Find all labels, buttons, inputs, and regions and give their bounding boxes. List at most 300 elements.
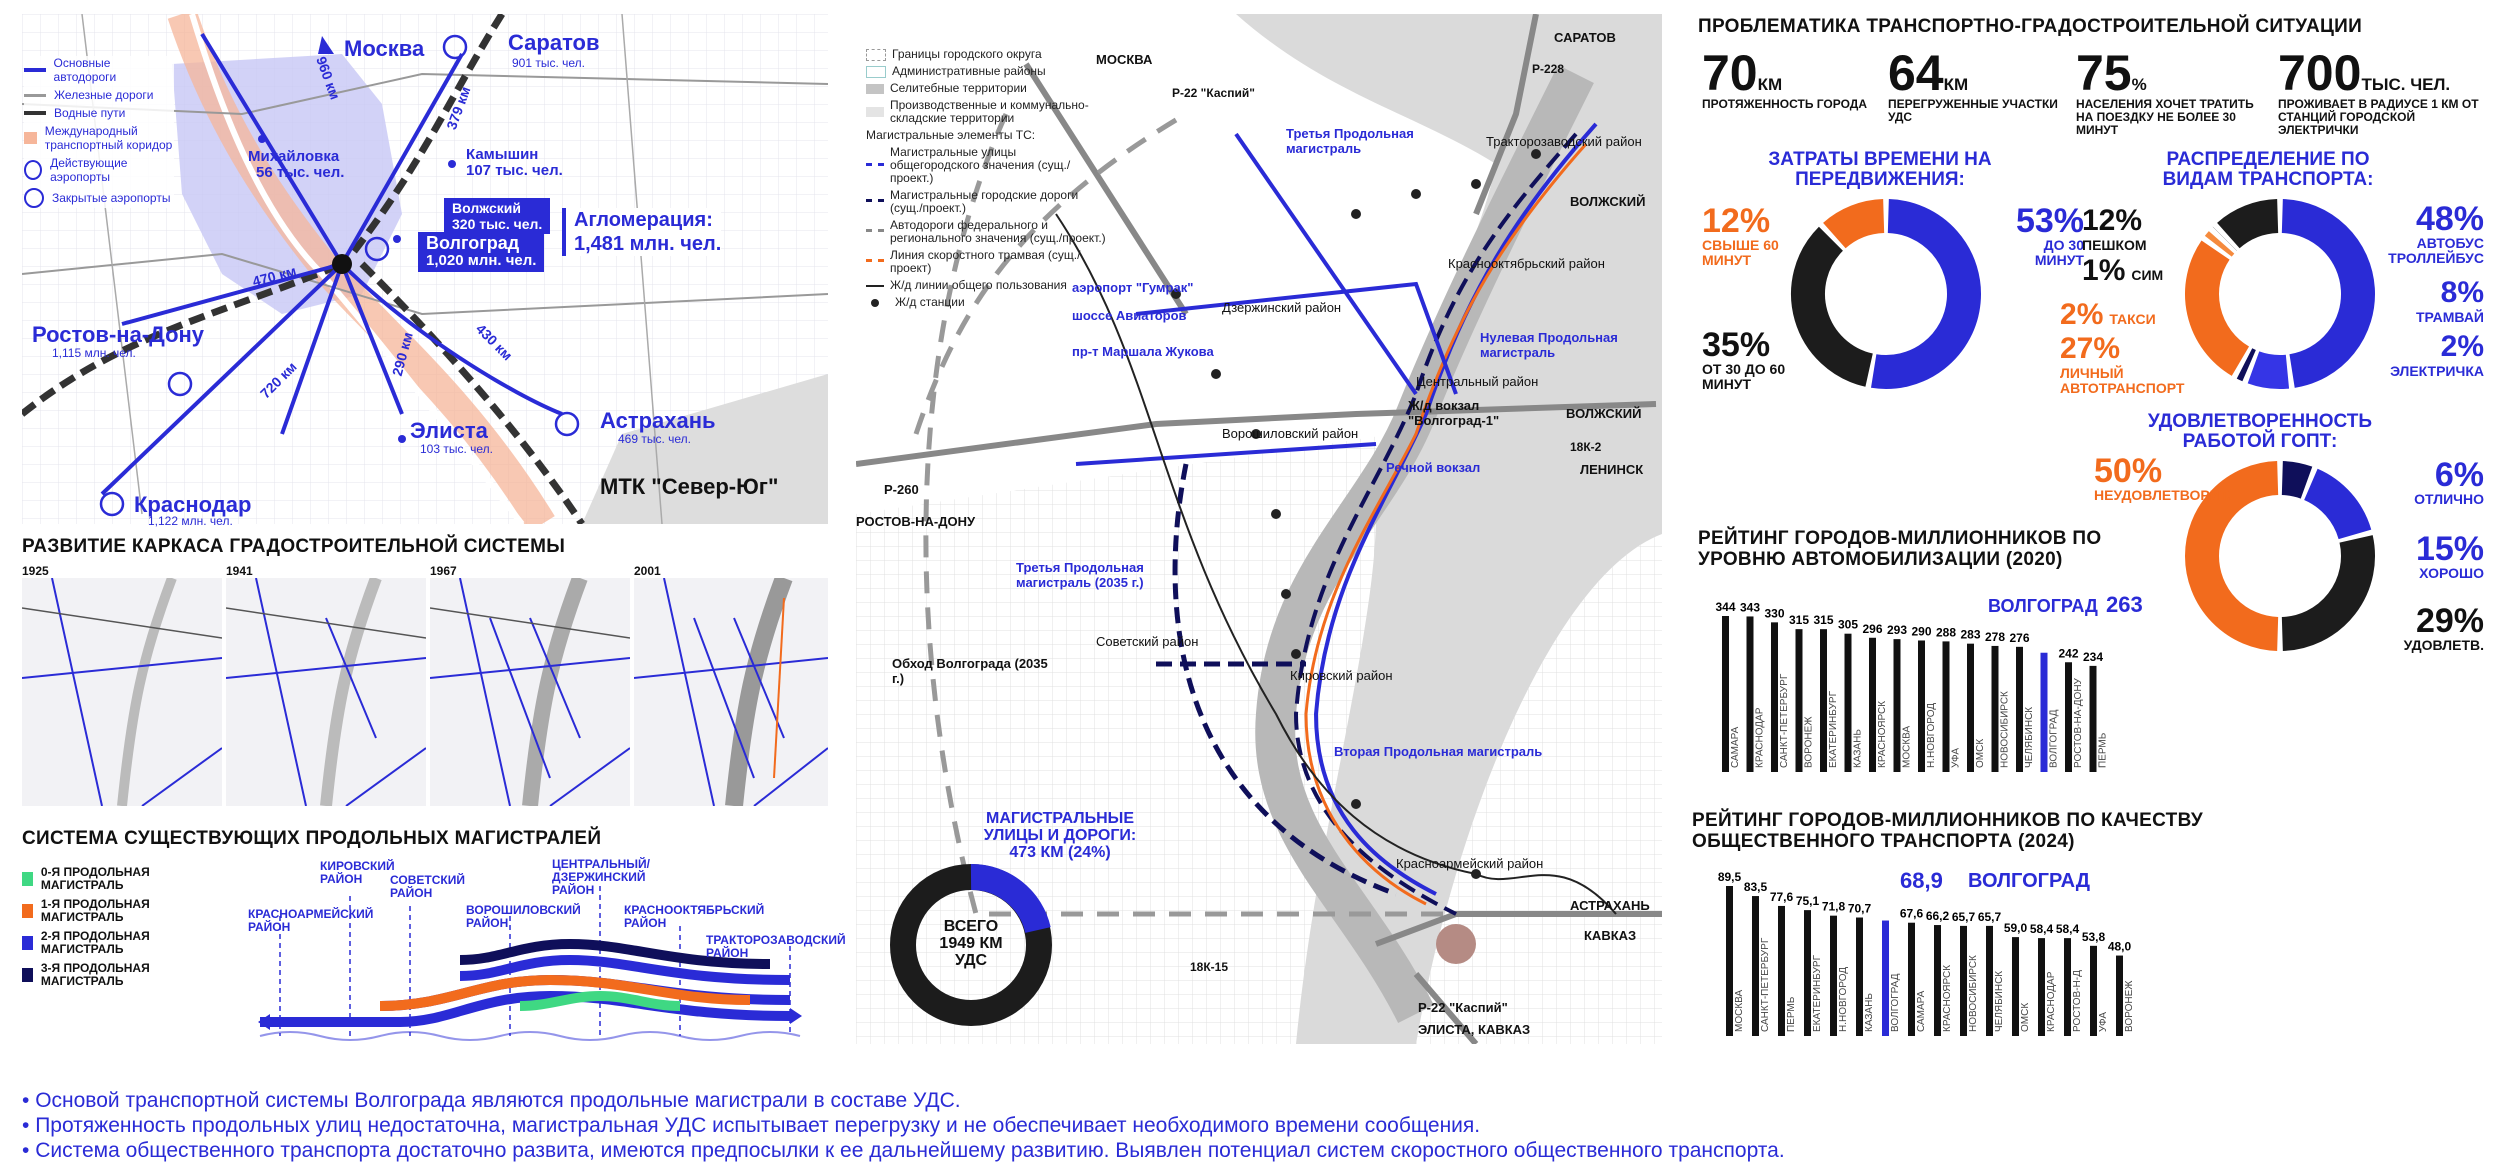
- district-krasnoarm: КРАСНОАРМЕЙСКИЙ РАЙОН: [248, 907, 374, 934]
- bar-14: [2090, 946, 2097, 1036]
- rating2-title: РЕЙТИНГ ГОРОДОВ-МИЛЛИОННИКОВ ПО КАЧЕСТВУ ОБЩЕСТВЕННОГО ТРАНСПОРТА (2024): [1692, 810, 2203, 852]
- mleg-1: Административные районы: [892, 64, 1046, 78]
- development-maps: [22, 564, 828, 808]
- donut-mode-title: РАСПРЕДЕЛЕНИЕ ПО ВИДАМ ТРАНСПОРТА:: [2162, 149, 2374, 190]
- m-bypass: Обход Волгограда (2035 г.): [892, 656, 1048, 686]
- time-60-pct: 12%: [1702, 202, 1771, 240]
- bar-category-10: ЧЕЛЯБИНСК: [1994, 970, 2005, 1032]
- bar-value-5: 305: [1837, 617, 1859, 632]
- bar-value-6: 296: [1862, 621, 1883, 636]
- stat-0-unit: КМ: [1757, 75, 1783, 94]
- stat-2-unit: %: [2131, 75, 2147, 94]
- legend-closed-airports: Закрытые аэропорты: [52, 191, 171, 205]
- dist-moscow: 960 км: [313, 54, 344, 102]
- donut-slice-2: [2282, 539, 2358, 634]
- sat-good-value: 15: [2415, 530, 2454, 568]
- legend-0: 0-Я ПРОДОЛЬНАЯ МАГИСТРАЛЬ: [40, 865, 150, 892]
- city-volgograd: Волгоград: [426, 233, 520, 253]
- bar-13: [2064, 938, 2071, 1036]
- bar-11: [1992, 646, 1999, 772]
- m-saratov: САРАТОВ: [1554, 30, 1616, 45]
- bar-13: [2041, 653, 2048, 772]
- m-kirov: Кировский район: [1290, 668, 1393, 683]
- bar-category-2: ПЕРМЬ: [1786, 996, 1797, 1032]
- donut-slice-1: [2253, 367, 2287, 372]
- bar-value-12: 276: [2009, 630, 2030, 645]
- mode-train-pct: 2%: [2440, 330, 2484, 363]
- m-r260: Р-260: [884, 482, 919, 497]
- m-dzerzh: Дзержинский район: [1222, 300, 1342, 315]
- sat-bad-label: НЕУДОВЛЕТВОРИТ.: [2094, 487, 2231, 503]
- donut-slice-0: [2282, 216, 2358, 371]
- city-astrakhan-pop: 469 тыс. чел.: [618, 432, 692, 446]
- city-volgograd-pop: 1,020 млн. чел.: [426, 252, 537, 269]
- bar-8: [1934, 925, 1941, 1036]
- bar-value-1: 343: [1739, 600, 1761, 615]
- volzhsky-box: [444, 198, 550, 234]
- sat-good-label: ХОРОШО: [2419, 565, 2484, 581]
- m-tractor: Тракторозаводский район: [1486, 134, 1642, 149]
- legend-1: 1-Я ПРОДОЛЬНАЯ МАГИСТРАЛЬ: [40, 897, 150, 924]
- mode-taxi-pct: 2%: [2060, 298, 2104, 331]
- district-kirov: КИРОВСКИЙ РАЙОН: [320, 859, 395, 886]
- bar-value-2: 77,6: [1769, 889, 1794, 904]
- city-elista: Элиста: [410, 418, 488, 443]
- m-total-val: 1949 КМ: [939, 935, 1003, 952]
- district-soviet: СОВЕТСКИЙ РАЙОН: [390, 873, 465, 900]
- rating1-volgograd-value: 263: [2106, 592, 2143, 617]
- m-streets-val: 473 КМ (24%): [1009, 844, 1111, 861]
- bar-15: [2090, 666, 2097, 772]
- mode-sim-pct: 1%: [2082, 254, 2126, 287]
- bar-category-14: РОСТОВ-НА-ДОНУ: [2073, 678, 2084, 768]
- stat-1-unit: КМ: [1943, 75, 1969, 94]
- m-k15: 18К-15: [1190, 960, 1229, 974]
- bar-7: [1908, 923, 1915, 1036]
- development-map-1967: [430, 564, 630, 808]
- bar-category-1: КРАСНОДАР: [1754, 707, 1766, 768]
- agglo-label: Агломерация:: [574, 209, 713, 231]
- m-second: Вторая Продольная магистраль: [1334, 744, 1543, 759]
- stat-3-unit: ТЫС. ЧЕЛ.: [2361, 75, 2451, 94]
- donut-mode: [2180, 194, 2380, 394]
- rating2-volgograd-value: 68,9: [1900, 868, 1943, 893]
- longitudinal-legend: [22, 866, 192, 994]
- donut-satisfaction: [2180, 456, 2380, 656]
- city-mikhaylovka-pop: 56 тыс. чел.: [256, 164, 345, 181]
- district-central: ЦЕНТРАЛЬНЫЙ/ ДЗЕРЖИНСКИЙ РАЙОН: [552, 857, 650, 897]
- donut-time: [1786, 194, 1986, 394]
- m-voroshil: Ворошиловский район: [1222, 426, 1359, 441]
- bar-value-14: 242: [2058, 646, 2079, 661]
- stat-3: [2278, 45, 2488, 137]
- stat-1-num: 64: [1888, 45, 1944, 101]
- donut-slice-3: [2202, 250, 2240, 361]
- bar-3: [1804, 910, 1811, 1036]
- m-elista: ЭЛИСТА, КАВКАЗ: [1418, 1022, 1531, 1037]
- legend-airports: Действующие аэропорты: [50, 156, 128, 184]
- bar-category-15: ВОРОНЕЖ: [2124, 980, 2135, 1032]
- bar-6: [1882, 921, 1889, 1036]
- city-saratov: Саратов: [508, 30, 600, 55]
- m-r228: Р-228: [1532, 62, 1565, 76]
- bar-10: [1967, 644, 1974, 772]
- m-soviet: Советский район: [1096, 634, 1199, 649]
- time-30-value: 53: [2015, 202, 2054, 240]
- sat-excellent-value: 6: [2434, 456, 2454, 494]
- bar-10: [1986, 926, 1993, 1036]
- m-third2: Третья Продольная магистраль (2035 г.): [1016, 560, 1144, 590]
- mtk-label: МТК "Север-Юг": [600, 474, 779, 499]
- city-saratov-pop: 901 тыс. чел.: [512, 56, 586, 70]
- m-streets: МАГИСТРАЛЬНЫЕ УЛИЦЫ И ДОРОГИ:: [983, 810, 1137, 844]
- m-volzhsky: ВОЛЖСКИЙ: [1570, 194, 1646, 209]
- mode-car-value: 27: [2060, 332, 2094, 365]
- mode-walk-value: 12: [2082, 204, 2116, 237]
- m-krok: Краснооктябрьский район: [1448, 256, 1605, 271]
- m-r22b: Р-22 "Каспий": [1418, 1000, 1508, 1015]
- bar-5: [1845, 634, 1852, 772]
- stat-0: [1702, 45, 1872, 111]
- bar-value-3: 315: [1788, 613, 1810, 628]
- m-total-u: УДС: [954, 952, 988, 969]
- mode-sim-value: 1: [2082, 254, 2099, 287]
- m-rostov: РОСТОВ-НА-ДОНУ: [856, 514, 976, 529]
- rating1-chart: [1702, 586, 2202, 786]
- city-mikhaylovka: Михайловка: [248, 148, 340, 165]
- bar-category-5: КАЗАНЬ: [1864, 993, 1875, 1032]
- bar-value-4: 71,8: [1821, 899, 1846, 914]
- mleg-5: Магистральные улицы общегородского значения (сущ./проект.): [890, 145, 1071, 185]
- swatch-2: [22, 936, 33, 950]
- stat-2-cap: НАСЕЛЕНИЯ ХОЧЕТ ТРАТИТЬ НА ПОЕЗДКУ НЕ БОЛЕЕ 30 МИНУТ: [2076, 97, 2254, 137]
- bar-value-0: 344: [1715, 600, 1736, 614]
- bar-category-12: КРАСНОДАР: [2046, 971, 2057, 1032]
- m-total: ВСЕГО: [943, 918, 999, 935]
- rating1-title: РЕЙТИНГ ГОРОДОВ-МИЛЛИОННИКОВ ПО УРОВНЮ АВТОМОБИЛИЗАЦИИ (2020): [1698, 528, 2102, 570]
- closed-airport-icon: [24, 188, 44, 208]
- bar-category-6: ВОЛГОГРАД: [1890, 973, 1901, 1032]
- time-60-label: СВЫШЕ 60 МИНУТ: [1702, 237, 1779, 268]
- bar-value-15: 234: [2082, 649, 2104, 664]
- year-1967: 1967: [430, 564, 457, 578]
- bar-value-8: 290: [1911, 624, 1932, 639]
- city-volzhsky-pop: 320 тыс. чел.: [452, 216, 543, 232]
- bar-category-14: УФА: [2098, 1011, 2109, 1032]
- sat-ok-pct: 29%: [2415, 602, 2484, 640]
- bar-value-11: 59,0: [2003, 921, 2028, 936]
- time-60-value: 12: [1702, 202, 1740, 240]
- bar-7: [1894, 639, 1901, 772]
- mode-car-label: ЛИЧНЫЙ АВТОТРАНСПОРТ: [2060, 365, 2185, 396]
- mode-taxi-value: 2: [2060, 298, 2077, 331]
- sat-ok-label: УДОВЛЕТВ.: [2403, 637, 2484, 653]
- mode-walk-pct: 12%: [2082, 204, 2143, 237]
- city-moscow: Москва: [344, 36, 425, 61]
- bar-category-10: ОМСК: [1975, 738, 1986, 768]
- district-krok: КРАСНООКТЯБРЬСКИЙ РАЙОН: [624, 903, 765, 930]
- m-river: Речной вокзал: [1386, 460, 1481, 475]
- bar-category-6: КРАСНОЯРСК: [1877, 700, 1888, 768]
- development-map-1925: [22, 564, 222, 808]
- m-k2: 18К-2: [1570, 440, 1602, 454]
- rating2-volgograd-label: ВОЛГОГРАД: [1968, 870, 2091, 892]
- m-lenin: ЛЕНИНСК: [1580, 462, 1644, 477]
- donut-slice-4: [2218, 242, 2221, 246]
- bar-value-11: 278: [1984, 629, 2006, 644]
- dist-astrakhan: 430 км: [472, 320, 516, 364]
- donut-slice-6: [2228, 216, 2277, 236]
- bar-2: [1778, 906, 1785, 1036]
- bar-1: [1747, 616, 1754, 772]
- mode-tram-label: ТРАМВАЙ: [2415, 309, 2484, 325]
- stat-0-num: 70: [1702, 45, 1758, 101]
- time-30-60-value: 35: [1702, 326, 1740, 364]
- development-title: РАЗВИТИЕ КАРКАСА ГРАДОСТРОИТЕЛЬНОЙ СИСТЕМЫ: [22, 536, 566, 557]
- bar-value-0: 89,5: [1717, 870, 1742, 884]
- problems-title: ПРОБЛЕМАТИКА ТРАНСПОРТНО-ГРАДОСТРОИТЕЛЬНОЙ СИТУАЦИИ: [1698, 16, 2363, 37]
- mleg-9: Ж/д линии общего пользования: [890, 278, 1067, 292]
- city-elista-pop: 103 тыс. чел.: [420, 442, 494, 456]
- stat-2-num: 75: [2076, 45, 2132, 101]
- development-map-1941: [226, 564, 426, 808]
- donut-time-title: ЗАТРАТЫ ВРЕМЕНИ НА ПЕРЕДВИЖЕНИЯ:: [1768, 149, 1992, 190]
- district-tractor: ТРАКТОРОЗАВОДСКИЙ РАЙОН: [706, 933, 846, 960]
- city-krasnodar-pop: 1,122 млн. чел.: [148, 514, 233, 528]
- swatch-1: [22, 904, 33, 918]
- m-krasnoarm: Красноармейский район: [1396, 856, 1544, 871]
- donut-slice-0: [2282, 478, 2306, 483]
- sat-excellent-pct: 6%: [2434, 456, 2484, 494]
- stat-2: [2076, 45, 2266, 137]
- rating1-volgograd-label: ВОЛГОГРАД: [1988, 596, 2098, 616]
- stat-3-num: 700: [2278, 45, 2362, 101]
- bar-1: [1752, 896, 1759, 1036]
- mleg-0: Границы городского округа: [892, 47, 1042, 61]
- bar-category-3: ВОРОНЕЖ: [1803, 716, 1815, 768]
- city-kamyshin: Камышин: [466, 146, 539, 163]
- bar-category-3: ЕКАТЕРИНБУРГ: [1812, 954, 1823, 1032]
- bar-category-0: САМАРА: [1730, 726, 1741, 768]
- bar-5: [1856, 918, 1863, 1036]
- city-rostov-pop: 1,115 млн. чел.: [52, 346, 136, 360]
- development-map-2001: [634, 564, 828, 808]
- mode-tram-pct: 8%: [2440, 276, 2484, 309]
- bar-14: [2065, 662, 2072, 772]
- mleg-8: Линия скоростного трамвая (сущ./проект): [890, 248, 1081, 275]
- city-volzhsky: Волжский: [452, 200, 521, 216]
- bullet-1: • Протяженность продольных улиц недостаточна, магистральная УДС испытывает перегрузку и не обеспечивает необходимого времени сообщения.: [22, 1113, 1785, 1138]
- bar-4: [1820, 629, 1827, 772]
- bar-value-12: 58,4: [2029, 922, 2054, 937]
- city-rostov: Ростов-на-Дону: [32, 322, 205, 347]
- bar-9: [1943, 641, 1950, 772]
- donut-slice-2: [1834, 216, 1883, 236]
- bar-category-0: МОСКВА: [1734, 989, 1745, 1032]
- donut-slice-2: [2244, 363, 2249, 365]
- donut-slice-0: [1874, 216, 1964, 372]
- bar-category-1: САНКТ-ПЕТЕРБУРГ: [1760, 937, 1771, 1032]
- stat-0-cap: ПРОТЯЖЕННОСТЬ ГОРОДА: [1702, 97, 1867, 111]
- bar-category-13: РОСТОВ-Н-Д: [2072, 970, 2083, 1032]
- agglomeration-box: [562, 208, 721, 256]
- longitudinal-title: СИСТЕМА СУЩЕСТВУЮЩИХ ПРОДОЛЬНЫХ МАГИСТРАЛЕЙ: [22, 828, 602, 849]
- year-2001: 2001: [634, 564, 661, 578]
- m-moscow: МОСКВА: [1096, 52, 1153, 67]
- district-voroshil: ВОРОШИЛОВСКИЙ РАЙОН: [466, 903, 581, 930]
- bar-category-9: НОВОСИБИРСК: [1968, 955, 1979, 1032]
- bar-category-11: НОВОСИБИРСК: [1999, 691, 2011, 768]
- bar-category-2: САНКТ-ПЕТЕРБУРГ: [1779, 673, 1790, 768]
- legend-3: 3-Я ПРОДОЛЬНАЯ МАГИСТРАЛЬ: [40, 961, 150, 988]
- mode-car-pct: 27%: [2060, 332, 2121, 365]
- sat-ok-value: 29: [2415, 602, 2454, 640]
- m-zero: Нулевая Продольная магистраль: [1480, 330, 1618, 360]
- bar-value-14: 53,8: [2081, 929, 2106, 944]
- bar-category-9: УФА: [1950, 747, 1962, 768]
- mleg-2: Селитебные территории: [890, 81, 1027, 95]
- bar-12: [2016, 647, 2023, 772]
- m-r22: Р-22 "Каспий": [1172, 86, 1255, 100]
- bar-category-4: ЕКАТЕРИНБУРГ: [1828, 690, 1839, 768]
- donut-slice-1: [1808, 239, 1869, 370]
- time-30-pct: 53%: [2015, 202, 2084, 240]
- donut-slice-1: [2311, 484, 2355, 534]
- bar-4: [1830, 916, 1837, 1036]
- bar-category-4: Н.НОВГОРОД: [1838, 966, 1849, 1032]
- mode-walk-label: ПЕШКОМ: [2082, 237, 2147, 253]
- rating2-chart: [1702, 856, 2262, 1046]
- bar-category-7: МОСКВА: [1901, 725, 1913, 768]
- modern-legend: [866, 48, 1106, 309]
- mode-bus-pct: 48%: [2415, 200, 2484, 238]
- sat-excellent-label: ОТЛИЧНО: [2414, 491, 2484, 507]
- conclusions: [22, 1088, 1785, 1163]
- bar-11: [2012, 937, 2019, 1036]
- mleg-7: Автодороги федерального и регионального значения (сущ./проект.): [890, 218, 1106, 245]
- m-astrakhan: АСТРАХАНЬ: [1570, 898, 1650, 913]
- mleg-4: Магистральные элементы ТС:: [866, 128, 1036, 142]
- volgograd-dot: [332, 254, 352, 274]
- legend-rail: Железные дороги: [54, 88, 154, 102]
- mleg-10: Ж/д станции: [895, 295, 965, 309]
- bar-category-11: ОМСК: [2020, 1002, 2031, 1032]
- sat-bad-value: 50: [2094, 452, 2132, 490]
- legend-water: Водные пути: [54, 106, 126, 120]
- bar-value-7: 293: [1886, 623, 1908, 638]
- bar-value-4: 315: [1813, 613, 1834, 628]
- mode-tram-value: 8: [2440, 276, 2458, 309]
- bar-9: [1960, 926, 1967, 1036]
- m-airport: аэропорт "Гумрак": [1072, 280, 1194, 295]
- bar-value-5: 70,7: [1847, 901, 1872, 916]
- donut-sat-title: УДОВЛЕТВОРЕННОСТЬ РАБОТОЙ ГОПТ:: [2147, 411, 2373, 452]
- bar-category-5: КАЗАНЬ: [1852, 729, 1864, 768]
- m-zhukov: пр-т Маршала Жукова: [1072, 344, 1214, 359]
- dist-elista: 290 км: [388, 330, 416, 378]
- agglo-pop: 1,481 млн. чел.: [574, 233, 722, 255]
- bar-2: [1771, 622, 1778, 772]
- legend-corridor: Международный транспортный коридор: [44, 124, 173, 152]
- year-1941: 1941: [226, 564, 253, 578]
- mode-train-value: 2: [2440, 330, 2458, 363]
- bar-value-1: 83,5: [1743, 880, 1768, 895]
- city-kamyshin-pop: 107 тыс. чел.: [466, 162, 563, 179]
- mleg-3: Производственные и коммунально-складские территории: [890, 98, 1089, 125]
- time-30-60-pct: 35%: [1702, 326, 1771, 364]
- mode-train-label: ЭЛЕКТРИЧКА: [2390, 363, 2484, 379]
- sat-good-pct: 15%: [2415, 530, 2484, 568]
- swatch-3: [22, 968, 33, 982]
- bar-12: [2038, 938, 2045, 1036]
- mode-sim-label: СИМ: [2131, 267, 2164, 283]
- bar-15: [2116, 956, 2123, 1036]
- mleg-6: Магистральные городские дороги (сущ./проект.): [890, 188, 1079, 215]
- swatch-0: [22, 872, 33, 886]
- legend-roads: Основные автодороги: [53, 56, 117, 84]
- bar-category-8: Н.НОВГОРОД: [1926, 702, 1937, 768]
- year-1925: 1925: [22, 564, 49, 578]
- bar-category-12: ЧЕЛЯБИНСК: [2024, 706, 2035, 768]
- regional-legend: [24, 56, 174, 208]
- bar-value-15: 48,0: [2107, 939, 2132, 954]
- city-krasnodar: Краснодар: [134, 492, 252, 517]
- legend-2: 2-Я ПРОДОЛЬНАЯ МАГИСТРАЛЬ: [40, 929, 150, 956]
- bar-category-13: ВОЛГОГРАД: [2048, 709, 2060, 768]
- bar-3: [1796, 629, 1803, 772]
- time-30-60-label: ОТ 30 ДО 60 МИНУТ: [1702, 361, 1786, 392]
- bar-6: [1869, 638, 1876, 772]
- bullet-0: • Основой транспортной системы Волгограда являются продольные магистрали в составе УДС.: [22, 1088, 1785, 1113]
- dist-rostov: 470 км: [250, 262, 298, 290]
- mode-bus-value: 48: [2415, 200, 2454, 238]
- mode-taxi-label: ТАКСИ: [2109, 311, 2156, 327]
- volgograd-box: [418, 232, 544, 272]
- time-30-label: ДО 30 МИНУТ: [2034, 237, 2084, 268]
- bar-category-8: КРАСНОЯРСК: [1942, 964, 1953, 1032]
- bar-value-10: 283: [1960, 627, 1981, 642]
- reservoir-marker: [1436, 924, 1476, 964]
- stat-3-cap: ПРОЖИВАЕТ В РАДИУСЕ 1 КМ ОТ СТАНЦИЙ ГОРОДСКОЙ ЭЛЕКТРИЧКИ: [2278, 97, 2479, 137]
- bullet-2: • Система общественного транспорта достаточно развита, имеются предпосылки к ее дальнейшему развитию. Выявлен потенциал систем скоростного общественного транспорта.: [22, 1138, 1785, 1163]
- airport-icon: [24, 160, 42, 180]
- m-aviat: шоссе Авиаторов: [1072, 308, 1187, 323]
- bar-category-7: САМАРА: [1916, 990, 1927, 1032]
- bar-value-13: 58,4: [2055, 922, 2080, 937]
- bar-value-3: 75,1: [1795, 894, 1820, 909]
- m-kavkaz: КАВКАЗ: [1584, 928, 1637, 943]
- m-station: Ж/д вокзал "Волгоград-1": [1408, 398, 1500, 428]
- bar-value-8: 66,2: [1925, 909, 1950, 924]
- city-astrakhan: Астрахань: [600, 408, 716, 433]
- bar-value-7: 67,6: [1899, 906, 1924, 921]
- bar-0: [1726, 886, 1733, 1036]
- stat-1: [1888, 45, 2058, 124]
- sat-bad-pct: 50%: [2094, 452, 2163, 490]
- m-central: Центральный район: [1416, 374, 1539, 389]
- bar-value-9: 288: [1935, 625, 1957, 640]
- bar-category-15: ПЕРМЬ: [2097, 732, 2109, 768]
- dist-krasnodar: 720 км: [256, 358, 300, 402]
- bar-value-2: 330: [1764, 606, 1785, 621]
- bar-8: [1918, 640, 1925, 772]
- bar-value-10: 65,7: [1977, 909, 2002, 924]
- m-volzhsky2: ВОЛЖСКИЙ: [1566, 406, 1642, 421]
- mode-bus-label: АВТОБУС ТРОЛЛЕЙБУС: [2388, 235, 2484, 266]
- stat-1-cap: ПЕРЕГРУЖЕННЫЕ УЧАСТКИ УДС: [1888, 97, 2058, 124]
- bar-value-9: 65,7: [1951, 909, 1976, 924]
- bar-0: [1722, 616, 1729, 772]
